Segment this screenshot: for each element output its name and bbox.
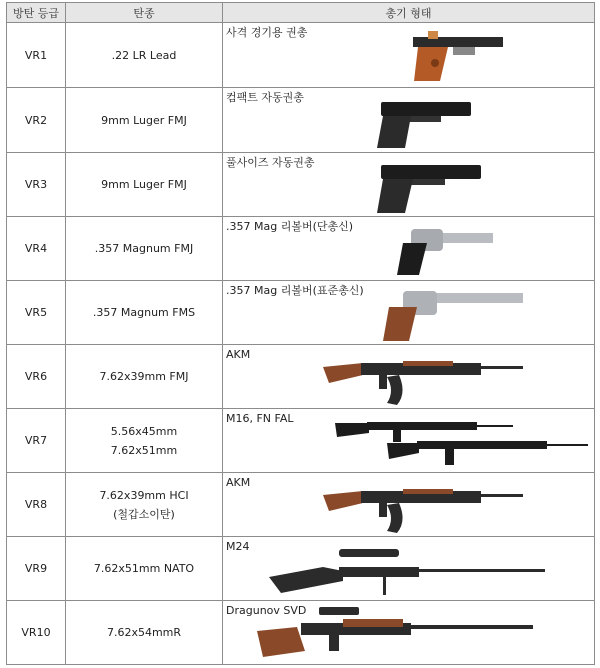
table-row	[7, 473, 595, 537]
header-grade: 방탄 등급	[7, 3, 66, 23]
ammo-line: 7.62x51mm	[110, 443, 178, 457]
grade-cell: VR10	[7, 601, 66, 665]
weapon-cell	[223, 473, 595, 537]
weapon-label: 풀사이즈 자동권총	[226, 156, 315, 169]
svd-rifle-icon	[223, 601, 595, 668]
ammo-cell	[66, 217, 223, 281]
weapon-label: AKM	[226, 476, 251, 489]
weapon-cell	[223, 601, 595, 665]
weapon-cell	[223, 537, 595, 601]
weapon-label: M16, FN FAL	[226, 412, 294, 425]
sniper-rifle-icon	[223, 537, 595, 604]
ammo-line: 9mm Luger FMJ	[101, 113, 187, 127]
akm-rifle-icon	[223, 473, 595, 540]
ammo-cell	[66, 345, 223, 409]
weapon-label: .357 Mag 리볼버(표준총신)	[226, 284, 364, 297]
grade-cell: VR1	[7, 23, 66, 88]
standard-revolver-icon	[223, 281, 595, 348]
grade-cell: VR2	[7, 88, 66, 153]
ammo-line: 7.62x39mm HCI	[99, 488, 189, 502]
target-pistol-icon	[223, 23, 595, 90]
table-row	[7, 601, 595, 665]
akm-rifle-icon	[223, 345, 595, 412]
ammo-line: 7.62x54mmR	[106, 626, 182, 639]
ammo-line: 7.62x51mm NATO	[93, 562, 195, 575]
table-row	[7, 217, 595, 281]
weapon-label: 사격 경기용 권총	[226, 26, 308, 39]
short-revolver-icon	[223, 217, 595, 284]
ammo-cell	[66, 281, 223, 345]
weapon-label: AKM	[226, 348, 251, 361]
weapon-label: 컴팩트 자동권총	[226, 91, 304, 104]
ammo-cell	[66, 537, 223, 601]
ammo-cell	[66, 153, 223, 217]
grade-cell: VR4	[7, 217, 66, 281]
ammo-cell	[66, 409, 223, 473]
ammo-line: 5.56x45mm	[110, 424, 178, 438]
header-ammo: 탄종	[66, 3, 223, 23]
grade-cell: VR9	[7, 537, 66, 601]
table-row	[7, 537, 595, 601]
ammo-line: .357 Magnum FMJ	[94, 242, 194, 255]
weapon-label: Dragunov SVD	[226, 604, 307, 617]
ammo-line: .357 Magnum FMS	[92, 306, 196, 319]
armor-rating-table	[6, 2, 595, 665]
ammo-line: 7.62x39mm FMJ	[99, 370, 189, 383]
table-row	[7, 409, 595, 473]
table-row	[7, 345, 595, 409]
m16-fal-rifles-icon	[223, 409, 595, 476]
weapon-label: .357 Mag 리볼버(단총신)	[226, 220, 354, 233]
ammo-line: (철갑소이탄)	[113, 507, 175, 521]
grade-cell: VR3	[7, 153, 66, 217]
compact-pistol-icon	[223, 88, 595, 155]
table-row	[7, 23, 595, 88]
grade-cell: VR6	[7, 345, 66, 409]
ammo-cell	[66, 23, 223, 88]
weapon-label: M24	[226, 540, 250, 553]
ammo-line: 9mm Luger FMJ	[101, 178, 187, 191]
weapon-cell	[223, 153, 595, 217]
grade-cell: VR7	[7, 409, 66, 473]
weapon-cell	[223, 217, 595, 281]
table-row	[7, 88, 595, 153]
ammo-cell	[66, 473, 223, 537]
table-row	[7, 281, 595, 345]
weapon-cell	[223, 345, 595, 409]
grade-cell: VR8	[7, 473, 66, 537]
weapon-cell	[223, 409, 595, 473]
fullsize-pistol-icon	[223, 153, 595, 220]
header-weapon: 총기 형태	[223, 3, 595, 23]
grade-cell: VR5	[7, 281, 66, 345]
weapon-cell	[223, 281, 595, 345]
weapon-cell	[223, 88, 595, 153]
ammo-cell	[66, 601, 223, 665]
ammo-line: .22 LR Lead	[111, 48, 177, 62]
table-header-row	[7, 3, 595, 23]
table-row	[7, 153, 595, 217]
ammo-cell	[66, 88, 223, 153]
weapon-cell	[223, 23, 595, 88]
